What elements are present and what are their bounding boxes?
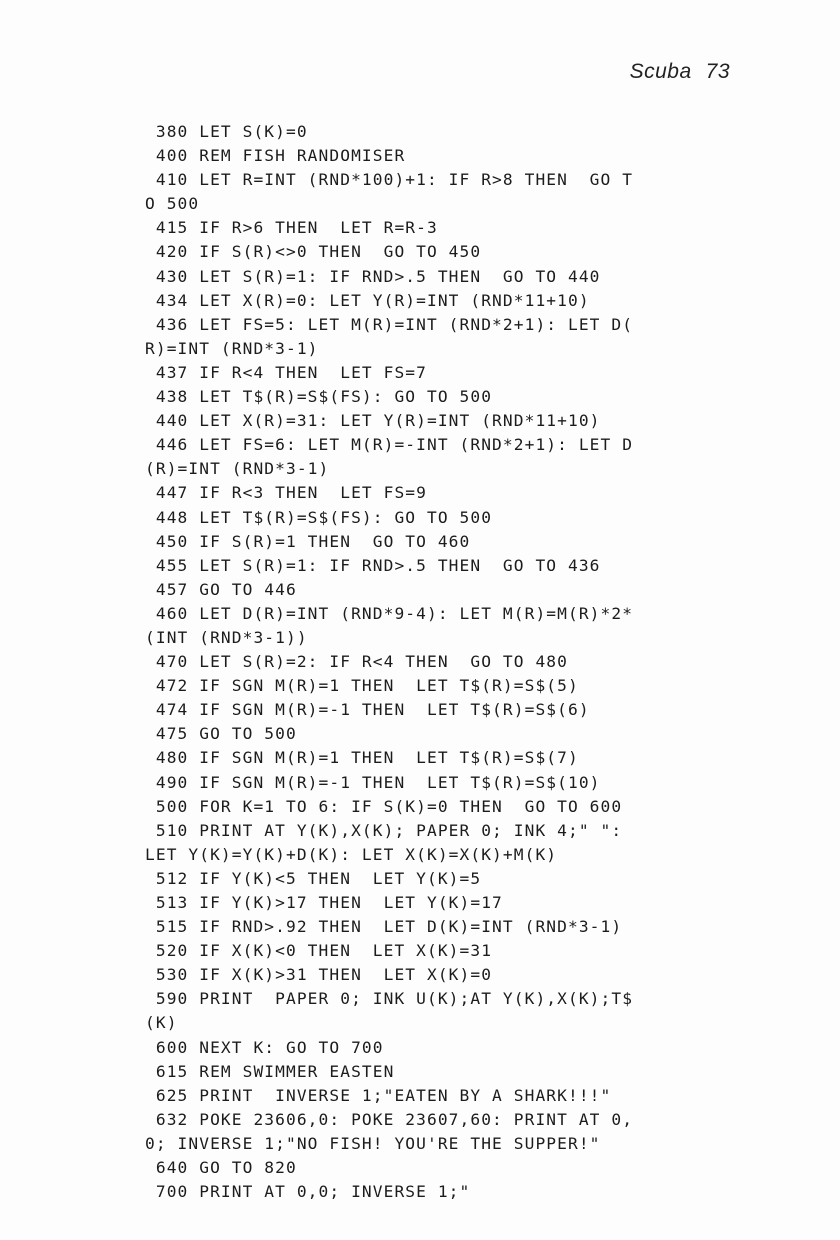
code-line: 515 IF RND>.92 THEN LET D(K)=INT (RND*3-1) bbox=[145, 917, 623, 937]
code-line: 512 IF Y(K)<5 THEN LET Y(K)=5 bbox=[145, 868, 482, 888]
code-line: 450 IF S(R)=1 THEN GO TO 460 bbox=[145, 531, 471, 551]
code-line: 615 REM SWIMMER EASTEN bbox=[145, 1061, 395, 1081]
code-line: 455 LET S(R)=1: IF RND>.5 THEN GO TO 436 bbox=[145, 555, 601, 575]
code-line: 0; INVERSE 1;"NO FISH! YOU'RE THE SUPPER!" bbox=[145, 1133, 601, 1153]
code-line: 440 LET X(R)=31: LET Y(R)=INT (RND*11+10) bbox=[145, 411, 601, 431]
code-line: LET Y(K)=Y(K)+D(K): LET X(K)=X(K)+M(K) bbox=[145, 844, 558, 864]
code-line: 475 GO TO 500 bbox=[145, 724, 297, 744]
code-line: 434 LET X(R)=0: LET Y(R)=INT (RND*11+10) bbox=[145, 290, 590, 310]
code-line: 400 REM FISH RANDOMISER bbox=[145, 146, 406, 166]
code-line: 460 LET D(R)=INT (RND*9-4): LET M(R)=M(R)*2* bbox=[145, 603, 634, 623]
code-line: 640 GO TO 820 bbox=[145, 1158, 297, 1178]
code-line: 625 PRINT INVERSE 1;"EATEN BY A SHARK!!!" bbox=[145, 1085, 612, 1105]
code-line: 472 IF SGN M(R)=1 THEN LET T$(R)=S$(5) bbox=[145, 676, 579, 696]
code-line: 600 NEXT K: GO TO 700 bbox=[145, 1037, 384, 1057]
code-line: 513 IF Y(K)>17 THEN LET Y(K)=17 bbox=[145, 893, 503, 912]
code-line: 480 IF SGN M(R)=1 THEN LET T$(R)=S$(7) bbox=[145, 748, 579, 768]
code-line: 380 LET S(K)=0 bbox=[145, 122, 308, 141]
code-line: 490 IF SGN M(R)=-1 THEN LET T$(R)=S$(10) bbox=[145, 772, 601, 792]
code-line: 510 PRINT AT Y(K),X(K); PAPER 0; INK 4;" ": bbox=[145, 820, 623, 840]
code-line: 474 IF SGN M(R)=-1 THEN LET T$(R)=S$(6) bbox=[145, 700, 590, 720]
code-line: 420 IF S(R)<>0 THEN GO TO 450 bbox=[145, 242, 482, 262]
code-line: 437 IF R<4 THEN LET FS=7 bbox=[145, 362, 427, 382]
code-line: (K) bbox=[145, 1013, 178, 1033]
code-line: 410 LET R=INT (RND*100)+1: IF R>8 THEN GO T bbox=[145, 170, 634, 190]
code-line: 590 PRINT PAPER 0; INK U(K);AT Y(K),X(K);T$ bbox=[145, 989, 634, 1009]
code-line: 470 LET S(R)=2: IF R<4 THEN GO TO 480 bbox=[145, 652, 568, 672]
code-line: 520 IF X(K)<0 THEN LET X(K)=31 bbox=[145, 941, 493, 961]
code-line: 415 IF R>6 THEN LET R=R-3 bbox=[145, 218, 438, 238]
code-line: 430 LET S(R)=1: IF RND>.5 THEN GO TO 440 bbox=[145, 266, 601, 286]
code-line: O 500 bbox=[145, 194, 200, 214]
code-line: 436 LET FS=5: LET M(R)=INT (RND*2+1): LET D( bbox=[145, 314, 634, 334]
code-line: 446 LET FS=6: LET M(R)=-INT (RND*2+1): LET D bbox=[145, 435, 634, 455]
basic-program-listing bbox=[145, 120, 785, 1204]
code-line: (INT (RND*3-1)) bbox=[145, 627, 308, 647]
code-line: 457 GO TO 446 bbox=[145, 579, 297, 599]
code-line: 700 PRINT AT 0,0; INVERSE 1;" bbox=[145, 1182, 471, 1202]
code-line: 500 FOR K=1 TO 6: IF S(K)=0 THEN GO TO 600 bbox=[145, 796, 623, 816]
page-number: 73 bbox=[705, 60, 730, 83]
code-line: 632 POKE 23606,0: POKE 23607,60: PRINT AT 0, bbox=[145, 1109, 634, 1129]
code-line: 438 LET T$(R)=S$(FS): GO TO 500 bbox=[145, 387, 493, 407]
code-line: (R)=INT (RND*3-1) bbox=[145, 459, 330, 479]
running-header bbox=[630, 60, 730, 84]
code-line: 448 LET T$(R)=S$(FS): GO TO 500 bbox=[145, 507, 493, 527]
chapter-title: Scuba bbox=[629, 60, 692, 83]
code-line: R)=INT (RND*3-1) bbox=[145, 338, 319, 358]
code-line: 447 IF R<3 THEN LET FS=9 bbox=[145, 483, 427, 503]
code-line: 530 IF X(K)>31 THEN LET X(K)=0 bbox=[145, 965, 493, 985]
